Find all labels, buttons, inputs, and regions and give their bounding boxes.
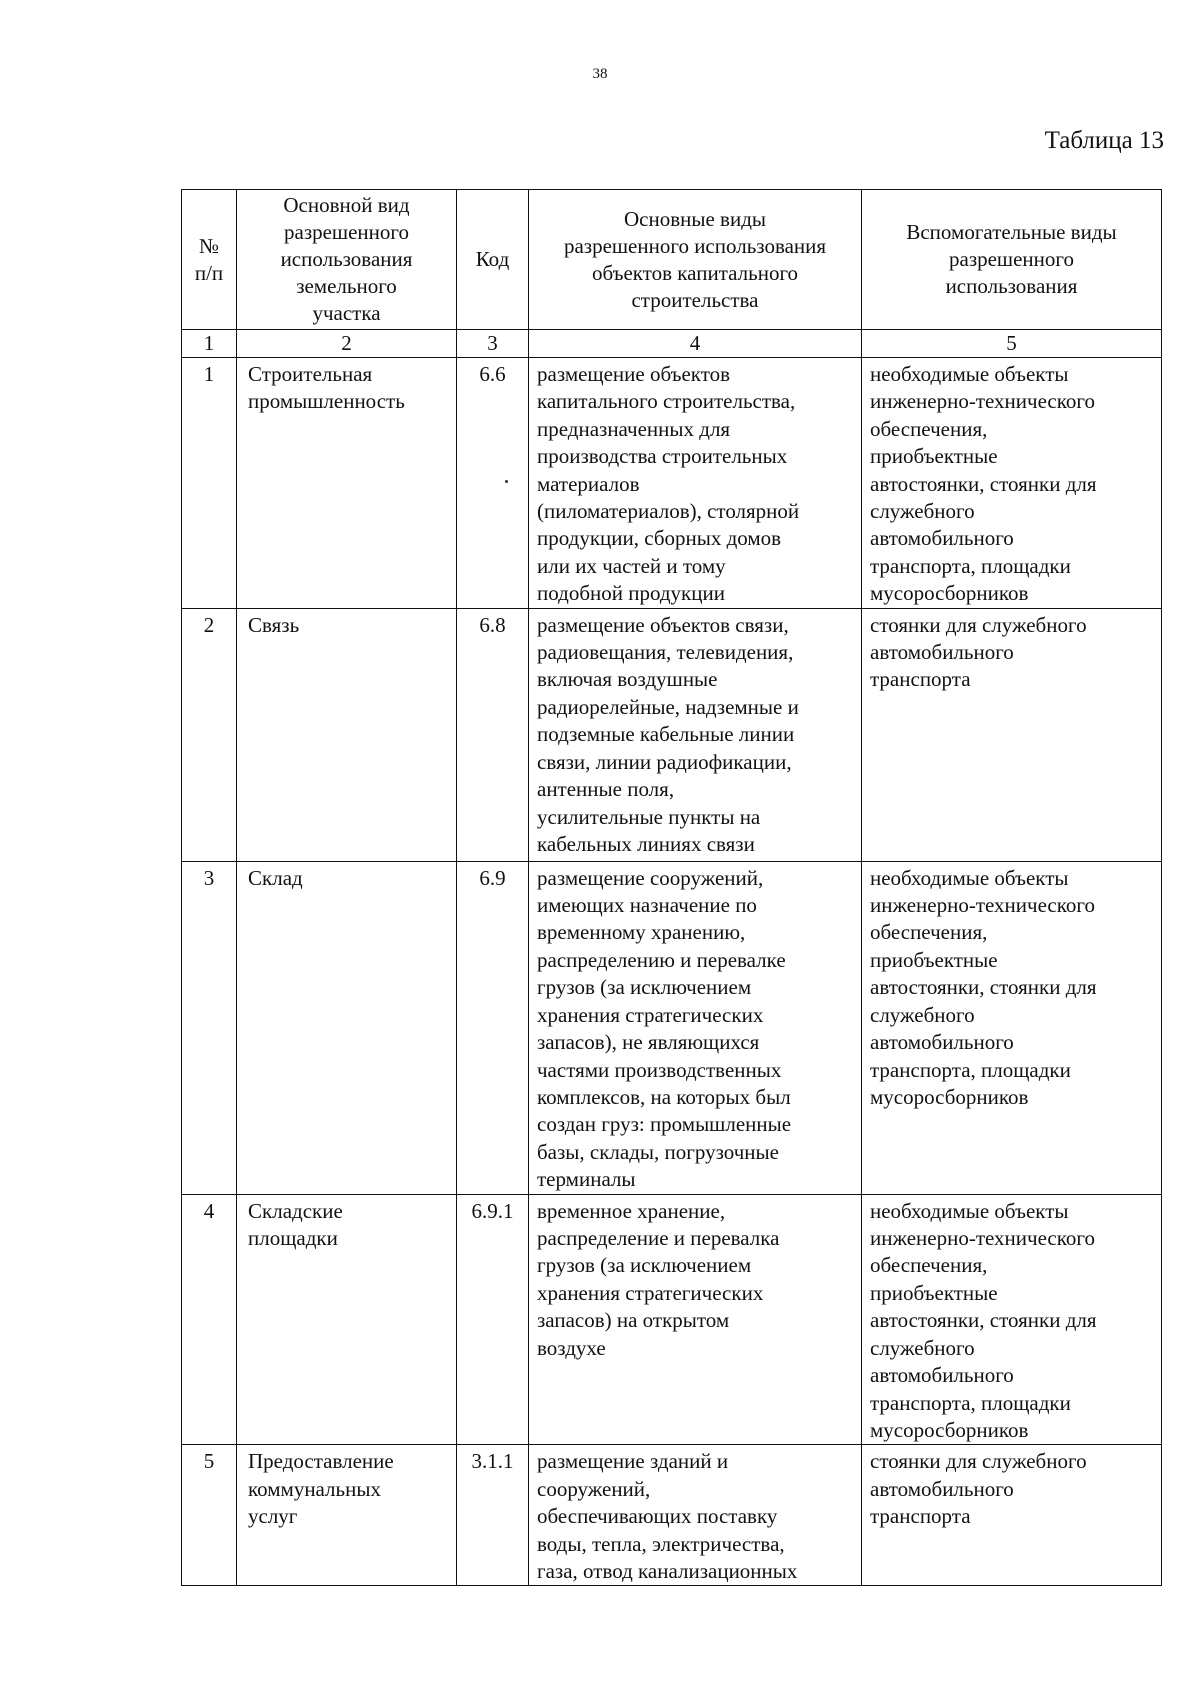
land-use-name: Складские площадки xyxy=(237,1194,457,1445)
header-auxiliary-use: Вспомогательные виды разрешенного использования xyxy=(862,190,1162,330)
row-number: 5 xyxy=(182,1445,237,1586)
column-number: 1 xyxy=(182,330,237,358)
table-header-row xyxy=(182,190,1162,330)
land-use-table xyxy=(181,189,1162,1586)
column-number-row xyxy=(182,330,1162,358)
main-use-description: временное хранение, распределение и перевалка грузов (за исключением хранения стратегических запасов) на открытом воздухе xyxy=(529,1194,862,1445)
auxiliary-use-description: стоянки для служебного автомобильного транспорта xyxy=(862,608,1162,861)
column-number: 2 xyxy=(237,330,457,358)
land-use-code: 6.9.1 xyxy=(457,1194,529,1445)
header-number: № п/п xyxy=(182,190,237,330)
main-use-description: размещение объектов капитального строительства, предназначенных для производства строительных материалов (пиломатериалов), столярной продукции, сборных домов или их частей и тому подобной продукции xyxy=(529,358,862,609)
header-main-land-use: Основной вид разрешенного использования земельного участка xyxy=(237,190,457,330)
page-number: 38 xyxy=(592,66,608,82)
auxiliary-use-description: необходимые объекты инженерно-технического обеспечения, приобъектные автостоянки, стоянки для служебного автомобильного транспорта, площадки мусоросборников xyxy=(862,358,1162,609)
column-number: 3 xyxy=(457,330,529,358)
land-use-code: 6.6 xyxy=(457,358,529,609)
table-row xyxy=(182,608,1162,861)
table-caption: Таблица 13 xyxy=(1044,127,1164,154)
table-row xyxy=(182,358,1162,609)
land-use-code: 6.9 xyxy=(457,861,529,1194)
table-row xyxy=(182,1445,1162,1586)
auxiliary-use-description: необходимые объекты инженерно-технического обеспечения, приобъектные автостоянки, стоянки для служебного автомобильного транспорта, площадки мусоросборников xyxy=(862,1194,1162,1445)
land-use-name: Строительная промышленность xyxy=(237,358,457,609)
main-use-description: размещение сооружений, имеющих назначение по временному хранению, распределению и перевалке грузов (за исключением хранения стратегических запасов), не являющихся частями производственных комплексов, на которых был создан груз: промышленные базы, склады, погрузочные терминалы xyxy=(529,861,862,1194)
land-use-name: Склад xyxy=(237,861,457,1194)
land-use-code: 6.8 xyxy=(457,608,529,861)
row-number: 3 xyxy=(182,861,237,1194)
column-number: 5 xyxy=(862,330,1162,358)
scan-speck xyxy=(505,480,508,483)
column-number: 4 xyxy=(529,330,862,358)
main-use-description: размещение объектов связи, радиовещания, телевидения, включая воздушные радиорелейные, надземные и подземные кабельные линии связи, линии радиофикации, антенные поля, усилительные пункты на кабельных линиях связи xyxy=(529,608,862,861)
auxiliary-use-description: стоянки для служебного автомобильного транспорта xyxy=(862,1445,1162,1586)
auxiliary-use-description: необходимые объекты инженерно-технического обеспечения, приобъектные автостоянки, стоянки для служебного автомобильного транспорта, площадки мусоросборников xyxy=(862,861,1162,1194)
header-main-capital-use: Основные виды разрешенного использования объектов капитального строительства xyxy=(529,190,862,330)
table-row xyxy=(182,1194,1162,1445)
main-use-description: размещение зданий и сооружений, обеспечивающих поставку воды, тепла, электричества, газа, отвод канализационных xyxy=(529,1445,862,1586)
table-row xyxy=(182,861,1162,1194)
row-number: 2 xyxy=(182,608,237,861)
row-number: 4 xyxy=(182,1194,237,1445)
land-use-name: Предоставление коммунальных услуг xyxy=(237,1445,457,1586)
land-use-code: 3.1.1 xyxy=(457,1445,529,1586)
row-number: 1 xyxy=(182,358,237,609)
land-use-name: Связь xyxy=(237,608,457,861)
header-code: Код xyxy=(457,190,529,330)
